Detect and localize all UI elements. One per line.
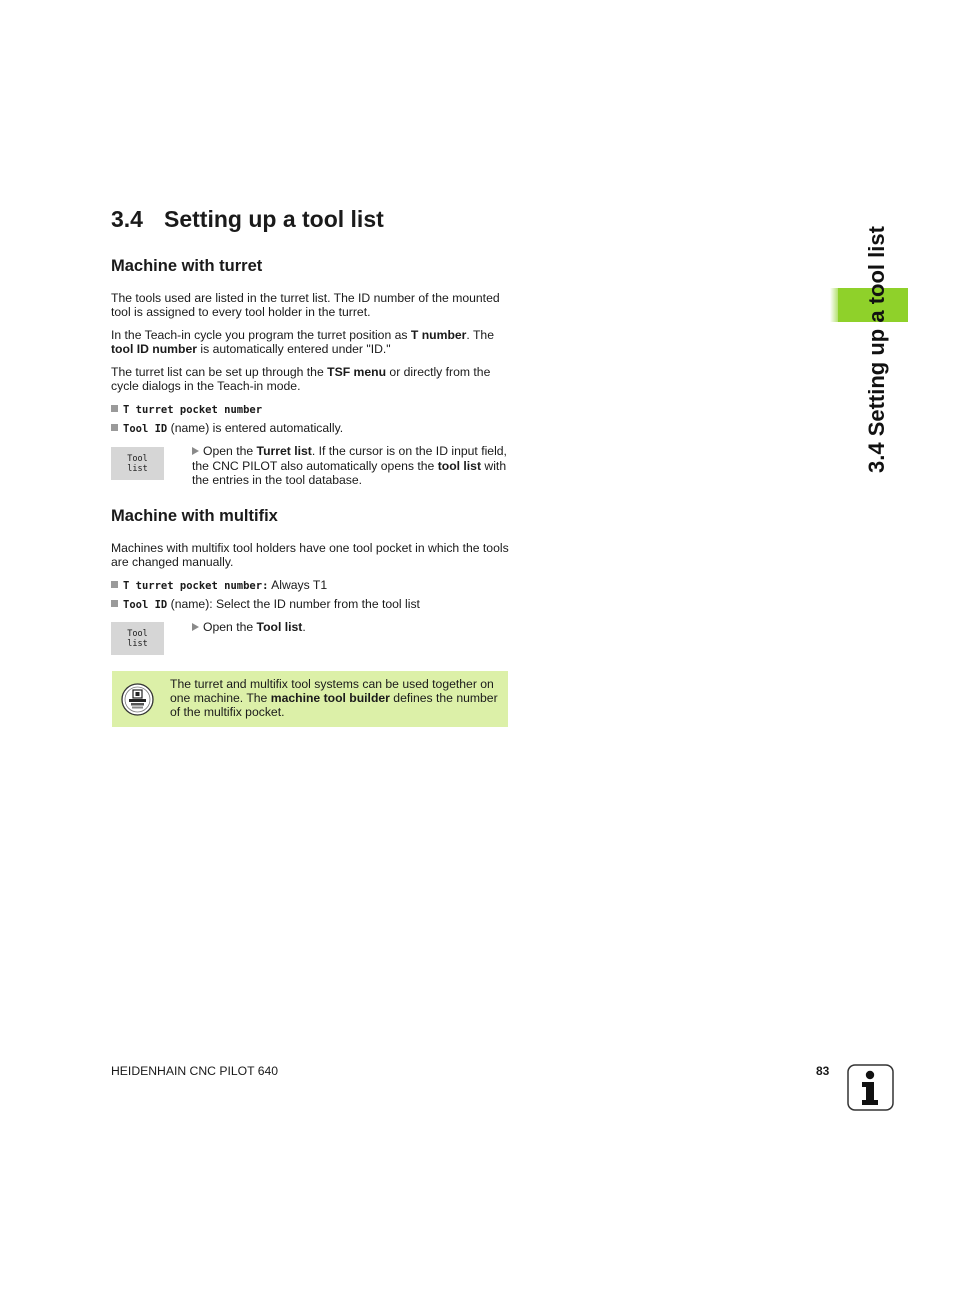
tool-list-softkey-multifix[interactable]: Tool list bbox=[111, 622, 164, 655]
list-item: Tool ID (name): Select the ID number from the tool list bbox=[111, 597, 420, 612]
step-arrow-icon bbox=[192, 623, 199, 631]
list-item: Tool ID (name) is entered automatically. bbox=[111, 421, 343, 436]
section-title-text: Setting up a tool list bbox=[164, 206, 384, 232]
term-t-number: T number bbox=[410, 328, 467, 342]
turret-step: Open the Turret list. If the cursor is on the ID input field, the CNC PILOT also automatically opens the tool list with the entries in the tool database. bbox=[192, 444, 507, 487]
list-item: T turret pocket number bbox=[111, 402, 262, 417]
turret-paragraph-2: In the Teach-in cycle you program the turret position as T number. The tool ID number is automatically entered under "ID." bbox=[111, 328, 494, 357]
machine-icon bbox=[121, 683, 154, 721]
tool-list-softkey[interactable]: Tool list bbox=[111, 447, 164, 480]
turret-paragraph-3: The turret list can be set up through the TSF menu or directly from the cycle dialogs in the Teach-in mode. bbox=[111, 365, 491, 394]
turret-paragraph-1: The tools used are listed in the turret list. The ID number of the mounted tool is assigned to every tool holder in the turret. bbox=[111, 291, 500, 320]
term-tool-id-number: tool ID number bbox=[111, 342, 197, 357]
side-section-title: 3.4 Setting up a tool list bbox=[864, 226, 889, 473]
bullet-square-icon bbox=[111, 424, 118, 431]
multifix-step: Open the Tool list. bbox=[192, 620, 512, 635]
page-number: 83 bbox=[816, 1064, 830, 1078]
note-box bbox=[112, 671, 508, 727]
bullet-square-icon bbox=[111, 581, 118, 588]
note-text: The turret and multifix tool systems can be used together on one machine. The machine tool builder defines the number of the multifix pocket. bbox=[170, 677, 498, 720]
heading-multifix: Machine with multifix bbox=[111, 507, 278, 525]
section-number: 3.4 bbox=[111, 206, 143, 232]
heading-turret: Machine with turret bbox=[111, 257, 263, 275]
list-item: T turret pocket number: Always T1 bbox=[111, 578, 327, 593]
term-tsf-menu: TSF menu bbox=[327, 365, 387, 379]
term-machine-tool-builder: machine tool builder bbox=[270, 691, 390, 706]
bullet-square-icon bbox=[111, 600, 118, 607]
footer-product: HEIDENHAIN CNC PILOT 640 bbox=[111, 1064, 279, 1078]
bullet-square-icon bbox=[111, 405, 118, 412]
step-arrow-icon bbox=[192, 447, 199, 455]
info-icon bbox=[847, 1064, 895, 1117]
multifix-paragraph-1: Machines with multifix tool holders have one tool pocket in which the tools are changed manually. bbox=[111, 541, 509, 570]
section-title bbox=[111, 206, 384, 233]
